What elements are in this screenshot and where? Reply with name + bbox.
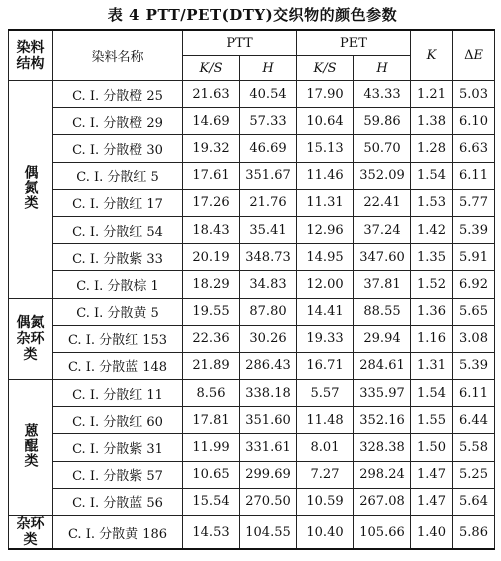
delta-e-cell: 6.92 (453, 271, 495, 298)
ptt-h-cell: 57.33 (240, 108, 297, 135)
dye-name-cell: C. I. 分散红 60 (53, 407, 183, 434)
header-dye-name: 染料名称 (53, 30, 183, 81)
pet-ks-cell: 14.95 (297, 244, 354, 271)
k-cell: 1.52 (411, 271, 453, 298)
k-cell: 1.16 (411, 325, 453, 352)
header-delta-e (453, 30, 495, 81)
ptt-h-cell: 87.80 (240, 298, 297, 325)
delta-e-cell: 5.58 (453, 434, 495, 461)
structure-label: 偶氮类 (22, 164, 39, 210)
header-structure (9, 30, 53, 81)
table-row (9, 162, 495, 189)
ptt-ks-cell: 20.19 (183, 244, 240, 271)
structure-label-line: 类 (23, 346, 38, 363)
table-row (9, 189, 495, 216)
pet-ks-cell: 11.46 (297, 162, 354, 189)
header-row-1 (9, 30, 495, 56)
header-ptt-ks: K/S (183, 56, 240, 81)
pet-h-cell: 59.86 (354, 108, 411, 135)
delta-e-cell: 6.11 (453, 380, 495, 407)
pet-h-cell: 88.55 (354, 298, 411, 325)
delta-e-cell: 6.63 (453, 135, 495, 162)
table-row (9, 298, 495, 325)
k-cell: 1.28 (411, 135, 453, 162)
dye-name-cell: C. I. 分散红 11 (53, 380, 183, 407)
ptt-h-cell: 270.50 (240, 488, 297, 515)
dye-name-cell: C. I. 分散黄 5 (53, 298, 183, 325)
k-cell: 1.47 (411, 461, 453, 488)
ptt-h-cell: 299.69 (240, 461, 297, 488)
pet-h-cell: 298.24 (354, 461, 411, 488)
structure-label (17, 315, 45, 363)
dye-name-cell: C. I. 分散橙 29 (53, 108, 183, 135)
table-row (9, 488, 495, 515)
table-row (9, 108, 495, 135)
dye-name-cell: C. I. 分散红 17 (53, 189, 183, 216)
ptt-ks-cell: 17.26 (183, 189, 240, 216)
table-title: 表 4 PTT/PET(DTY)交织物的颜色参数 (107, 6, 398, 24)
pet-ks-cell: 11.31 (297, 189, 354, 216)
header-pet-ks: K/S (297, 56, 354, 81)
table-row (9, 352, 495, 379)
pet-ks-cell: 12.96 (297, 216, 354, 243)
delta-e-label: ΔE (464, 48, 483, 63)
ptt-h-cell: 46.69 (240, 135, 297, 162)
k-cell: 1.42 (411, 216, 453, 243)
structure-label-line: 杂环 (16, 330, 45, 347)
ptt-h-cell: 348.73 (240, 244, 297, 271)
k-cell: 1.53 (411, 189, 453, 216)
ptt-ks-cell: 22.36 (183, 325, 240, 352)
ptt-ks-cell: 14.69 (183, 108, 240, 135)
header-pet-h: H (354, 56, 411, 81)
pet-h-cell: 105.66 (354, 516, 411, 550)
delta-e-cell: 5.65 (453, 298, 495, 325)
header-ptt-h: H (240, 56, 297, 81)
dye-name-cell: C. I. 分散红 54 (53, 216, 183, 243)
ptt-h-cell: 21.76 (240, 189, 297, 216)
table-row (9, 81, 495, 108)
table-row (9, 434, 495, 461)
pet-h-cell: 267.08 (354, 488, 411, 515)
ptt-ks-cell: 19.55 (183, 298, 240, 325)
table-row (9, 271, 495, 298)
pet-ks-cell: 17.90 (297, 81, 354, 108)
color-parameter-table (8, 29, 495, 550)
delta-e-cell: 5.03 (453, 81, 495, 108)
dye-name-cell: C. I. 分散蓝 148 (53, 352, 183, 379)
k-cell: 1.31 (411, 352, 453, 379)
pet-ks-cell: 14.41 (297, 298, 354, 325)
ptt-h-cell: 35.41 (240, 216, 297, 243)
dye-name-cell: C. I. 分散蓝 56 (53, 488, 183, 515)
delta-e-cell: 5.39 (453, 216, 495, 243)
ptt-h-cell: 351.60 (240, 407, 297, 434)
ptt-ks-cell: 21.63 (183, 81, 240, 108)
table-row (9, 216, 495, 243)
delta-e-cell: 5.77 (453, 189, 495, 216)
ptt-ks-cell: 11.99 (183, 434, 240, 461)
pet-ks-cell: 16.71 (297, 352, 354, 379)
delta-e-cell: 5.25 (453, 461, 495, 488)
k-cell: 1.21 (411, 81, 453, 108)
header-ptt: PTT (183, 30, 297, 56)
ptt-ks-cell: 17.61 (183, 162, 240, 189)
delta-e-cell: 5.86 (453, 516, 495, 550)
ptt-h-cell: 331.61 (240, 434, 297, 461)
ptt-ks-cell: 21.89 (183, 352, 240, 379)
dye-name-cell: C. I. 分散橙 30 (53, 135, 183, 162)
pet-h-cell: 284.61 (354, 352, 411, 379)
pet-ks-cell: 5.57 (297, 380, 354, 407)
table-row (9, 407, 495, 434)
pet-ks-cell: 11.48 (297, 407, 354, 434)
ptt-ks-cell: 14.53 (183, 516, 240, 550)
header-structure-label: 染料 结构 (16, 39, 45, 72)
table-row (9, 325, 495, 352)
table-row (9, 380, 495, 407)
dye-name-cell: C. I. 分散紫 57 (53, 461, 183, 488)
pet-h-cell: 352.09 (354, 162, 411, 189)
dye-name-cell: C. I. 分散红 153 (53, 325, 183, 352)
pet-h-cell: 347.60 (354, 244, 411, 271)
ptt-ks-cell: 10.65 (183, 461, 240, 488)
pet-h-cell: 22.41 (354, 189, 411, 216)
dye-name-cell: C. I. 分散棕 1 (53, 271, 183, 298)
structure-label (17, 516, 45, 548)
delta-e-cell: 5.64 (453, 488, 495, 515)
ptt-h-cell: 30.26 (240, 325, 297, 352)
ptt-h-cell: 351.67 (240, 162, 297, 189)
pet-h-cell: 37.81 (354, 271, 411, 298)
table-row (9, 461, 495, 488)
dye-name-cell: C. I. 分散紫 31 (53, 434, 183, 461)
structure-label-line: 类 (23, 532, 38, 548)
pet-ks-cell: 7.27 (297, 461, 354, 488)
pet-ks-cell: 12.00 (297, 271, 354, 298)
ptt-h-cell: 34.83 (240, 271, 297, 298)
delta-e-cell: 6.11 (453, 162, 495, 189)
table-body (9, 81, 495, 550)
table-row (9, 135, 495, 162)
structure-label: 蒽醌类 (22, 423, 39, 469)
structure-cell (9, 516, 53, 550)
k-cell: 1.54 (411, 162, 453, 189)
pet-ks-cell: 15.13 (297, 135, 354, 162)
ptt-ks-cell: 8.56 (183, 380, 240, 407)
k-cell: 1.38 (411, 108, 453, 135)
k-cell: 1.40 (411, 516, 453, 550)
pet-h-cell: 43.33 (354, 81, 411, 108)
ptt-ks-cell: 18.29 (183, 271, 240, 298)
ptt-ks-cell: 19.32 (183, 135, 240, 162)
structure-cell (9, 81, 53, 299)
pet-h-cell: 328.38 (354, 434, 411, 461)
table-row (9, 244, 495, 271)
ptt-h-cell: 286.43 (240, 352, 297, 379)
ptt-h-cell: 338.18 (240, 380, 297, 407)
pet-h-cell: 37.24 (354, 216, 411, 243)
k-cell: 1.50 (411, 434, 453, 461)
ptt-ks-cell: 18.43 (183, 216, 240, 243)
pet-h-cell: 335.97 (354, 380, 411, 407)
structure-label-line: 偶氮 (16, 314, 45, 331)
dye-name-cell: C. I. 分散黄 186 (53, 516, 183, 550)
delta-e-cell: 5.39 (453, 352, 495, 379)
k-cell: 1.54 (411, 380, 453, 407)
dye-name-cell: C. I. 分散橙 25 (53, 81, 183, 108)
dye-name-cell: C. I. 分散紫 33 (53, 244, 183, 271)
ptt-h-cell: 104.55 (240, 516, 297, 550)
pet-ks-cell: 10.59 (297, 488, 354, 515)
structure-cell (9, 380, 53, 516)
k-cell: 1.35 (411, 244, 453, 271)
delta-e-cell: 5.91 (453, 244, 495, 271)
k-cell: 1.47 (411, 488, 453, 515)
pet-ks-cell: 19.33 (297, 325, 354, 352)
pet-h-cell: 29.94 (354, 325, 411, 352)
ptt-h-cell: 40.54 (240, 81, 297, 108)
table-row (9, 516, 495, 550)
delta-e-cell: 6.44 (453, 407, 495, 434)
pet-h-cell: 50.70 (354, 135, 411, 162)
delta-e-cell: 3.08 (453, 325, 495, 352)
ptt-ks-cell: 15.54 (183, 488, 240, 515)
k-cell: 1.55 (411, 407, 453, 434)
pet-ks-cell: 10.40 (297, 516, 354, 550)
pet-ks-cell: 10.64 (297, 108, 354, 135)
structure-cell (9, 298, 53, 380)
ptt-ks-cell: 17.81 (183, 407, 240, 434)
header-k: K (411, 30, 453, 81)
pet-h-cell: 352.16 (354, 407, 411, 434)
delta-e-cell: 6.10 (453, 108, 495, 135)
header-pet: PET (297, 30, 411, 56)
dye-name-cell: C. I. 分散红 5 (53, 162, 183, 189)
k-cell: 1.36 (411, 298, 453, 325)
pet-ks-cell: 8.01 (297, 434, 354, 461)
structure-label-line: 杂环 (16, 516, 45, 532)
